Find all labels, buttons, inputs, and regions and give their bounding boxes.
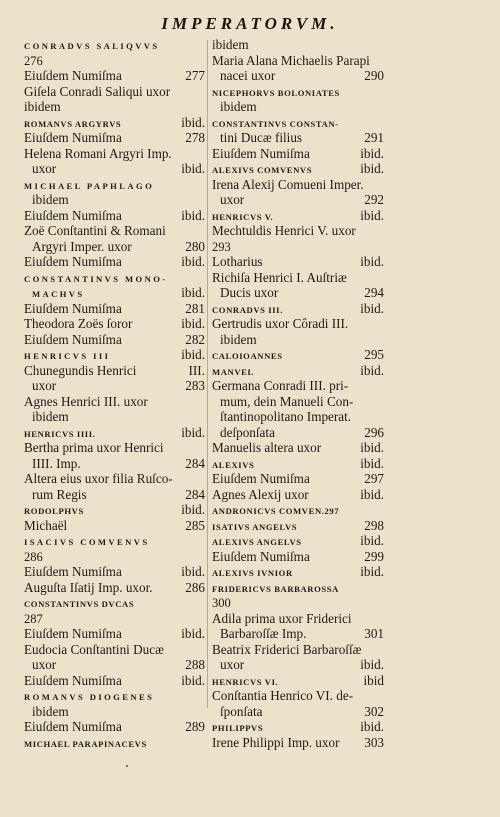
entry-text: Eiuſdem Numiſma <box>212 145 310 161</box>
entry-text: Barbaroſſæ Imp. <box>220 626 307 641</box>
entry-text: uxor <box>32 378 57 393</box>
entry-text: Theodora Zoës ſoror <box>24 316 133 331</box>
page-reference: 302 <box>364 703 384 719</box>
index-entry <box>24 192 205 208</box>
index-entry <box>212 99 384 115</box>
index-entry <box>24 533 205 549</box>
page-reference: ibid. <box>181 207 205 223</box>
index-entry <box>24 208 205 224</box>
entry-text: 287 <box>24 611 43 626</box>
entry-text: ſtantinopolitano Imperat. <box>220 409 352 424</box>
page-reference: 291 <box>364 130 384 145</box>
index-entry <box>24 502 205 518</box>
entry-text: Bertha prima uxor Henrici <box>24 440 164 455</box>
index-entry <box>212 657 384 673</box>
entry-text: ROMANVS DIOGENES <box>24 692 155 702</box>
index-entry <box>212 223 384 239</box>
index-entry <box>24 595 205 611</box>
page-reference: ibid. <box>360 564 384 579</box>
entry-text: ALEXIVS IVNIOR <box>212 568 293 578</box>
index-entry <box>212 580 384 596</box>
index-entry <box>24 626 205 642</box>
entry-text: HENRICVS V. <box>212 211 274 222</box>
index-entry <box>24 719 205 735</box>
entry-text: Eiuſdem Numiſma <box>24 130 122 145</box>
left-index-column <box>24 37 205 750</box>
page-reference: 285 <box>185 517 205 533</box>
index-entry <box>212 425 384 441</box>
entry-text: uxor <box>32 161 57 176</box>
entry-text: Eiuſdem Numiſma <box>212 471 310 486</box>
index-entry <box>212 719 384 735</box>
entry-text: ibidem <box>32 409 69 424</box>
entry-text: CONSTANTINVS MONO- <box>24 273 168 284</box>
page-reference: 299 <box>364 548 384 564</box>
index-entry <box>212 533 384 549</box>
page-reference: ibid. <box>181 564 205 579</box>
page-reference: 290 <box>364 68 384 83</box>
entry-text: Eiuſdem Numiſma <box>24 564 122 579</box>
entry-text: Agnes Alexij uxor <box>212 486 309 502</box>
index-entry <box>24 673 205 689</box>
entry-text: HENRICVS VI. <box>212 676 279 687</box>
index-entry <box>24 285 205 301</box>
page-reference: ibid. <box>181 626 205 641</box>
index-entry <box>24 394 205 410</box>
index-entry <box>24 239 205 255</box>
entry-text: ibidem <box>24 99 61 114</box>
page-reference: ibid. <box>181 347 205 362</box>
index-entry <box>24 161 205 177</box>
index-entry <box>24 130 205 146</box>
page-reference: ibid. <box>181 254 205 269</box>
page-reference: ibid. <box>360 145 384 161</box>
page-reference: 303 <box>364 734 384 750</box>
page-reference: ibid. <box>360 486 384 502</box>
index-entry <box>24 84 205 100</box>
entry-text: Ducis uxor <box>220 285 279 300</box>
entry-text: Irene Philippi Imp. uxor <box>212 734 340 750</box>
entry-text: HENRICVS III <box>24 351 111 361</box>
page-reference: 298 <box>364 517 384 533</box>
entry-text: deſponſata <box>220 424 275 440</box>
entry-text: Eiuſdem Numiſma <box>212 548 310 564</box>
page-reference: ibid. <box>360 440 384 455</box>
index-entry <box>212 394 384 410</box>
entry-text: Argyri Imper. uxor <box>32 238 132 254</box>
entry-text: ibidem <box>32 192 69 207</box>
entry-text: ALEXIVS ANGELVS <box>212 537 302 547</box>
page-reference: 296 <box>364 424 384 440</box>
entry-text: MICHAEL PAPHLAGO <box>24 180 155 191</box>
page-reference: 284 <box>185 486 205 502</box>
entry-text: Manuelis altera uxor <box>212 440 322 455</box>
page-reference: ibid. <box>360 207 384 223</box>
index-entry <box>212 115 384 131</box>
index-entry <box>212 239 384 255</box>
index-entry <box>212 208 384 224</box>
page-reference: 280 <box>185 238 205 254</box>
index-entry <box>24 301 205 317</box>
index-entry <box>212 37 384 53</box>
page-reference: 283 <box>185 378 205 393</box>
index-entry <box>24 409 205 425</box>
entry-text: Germana Conradi III. pri- <box>212 378 349 393</box>
index-entry <box>24 146 205 162</box>
index-entry <box>24 564 205 580</box>
page-reference: III. <box>188 362 205 378</box>
entry-text: Michaël <box>24 517 68 533</box>
page-reference: ibid. <box>181 672 205 688</box>
index-entry <box>212 84 384 100</box>
index-entry <box>24 611 205 627</box>
index-entry <box>24 440 205 456</box>
index-entry <box>212 487 384 503</box>
index-entry <box>212 595 384 611</box>
entry-text: Eiuſdem Numiſma <box>24 68 122 83</box>
index-entry <box>24 471 205 487</box>
entry-text: PHILIPPVS <box>212 723 264 733</box>
page-reference: ibid. <box>181 424 205 440</box>
entry-text: uxor <box>220 192 245 207</box>
entry-text: 286 <box>24 549 43 564</box>
entry-text: 293 <box>212 239 231 254</box>
page-reference: 288 <box>185 657 205 672</box>
entry-text: Lotharius <box>212 254 263 269</box>
entry-text: Eiuſdem Numiſma <box>24 672 122 688</box>
index-entry <box>212 363 384 379</box>
entry-text: ROMANVS ARGYRVS <box>24 118 122 129</box>
page-reference: 278 <box>185 130 205 145</box>
entry-text: Helena Romani Argyri Imp. <box>24 145 172 161</box>
entry-text: NICEPHORVS BOLONIATES <box>212 87 340 98</box>
index-entry <box>212 704 384 720</box>
page-reference: ibid. <box>181 285 205 300</box>
index-entry <box>24 704 205 720</box>
entry-text: Zoë Conſtantini & Romani <box>24 223 166 238</box>
index-entry <box>212 626 384 642</box>
page-reference: 301 <box>364 626 384 641</box>
entry-text: Mechtuldis Henrici V. uxor <box>212 223 356 238</box>
page-reference: 295 <box>364 347 384 362</box>
entry-text: Altera eius uxor filia Ruſco- <box>24 471 173 486</box>
entry-text: CONRADVS SALIQVVS <box>24 41 160 51</box>
index-entry <box>24 99 205 115</box>
index-entry <box>212 611 384 627</box>
entry-text: ibidem <box>32 703 69 719</box>
entry-text: rum Regis <box>32 486 87 502</box>
index-entry <box>24 177 205 193</box>
index-entry <box>24 332 205 348</box>
entry-text: CONRADVS III. <box>212 304 283 315</box>
entry-text: 300 <box>212 596 231 610</box>
index-entry <box>212 254 384 270</box>
page-reference: ibid. <box>360 455 384 471</box>
index-entry <box>212 161 384 177</box>
page-reference: 284 <box>185 455 205 471</box>
index-entry <box>212 347 384 363</box>
right-index-column <box>212 37 384 750</box>
entry-text: ISATIVS ANGELVS <box>212 521 298 532</box>
entry-text: 276 <box>24 53 43 68</box>
page-reference: 286 <box>185 579 205 595</box>
entry-text: tini Ducæ filius <box>220 130 303 145</box>
index-entry <box>212 688 384 704</box>
index-entry <box>24 115 205 131</box>
entry-text: Adila prima uxor Friderici <box>212 610 352 626</box>
index-entry <box>24 363 205 379</box>
entry-text: CONSTANTINVS DVCAS <box>24 599 135 609</box>
entry-text: HENRICVS IIII. <box>24 428 96 439</box>
index-entry <box>24 549 205 565</box>
entry-text: nacei uxor <box>220 68 276 83</box>
entry-text: Eiuſdem Numiſma <box>24 719 122 734</box>
index-entry <box>24 270 205 286</box>
entry-text: RODOLPHVS <box>24 506 84 516</box>
index-entry <box>24 223 205 239</box>
entry-text: CALOIOANNES <box>212 351 283 361</box>
column-divider <box>207 40 208 708</box>
index-entry <box>24 37 205 53</box>
entry-text: Eiuſdem Numiſma <box>24 626 122 641</box>
index-entry <box>212 549 384 565</box>
index-entry <box>24 657 205 673</box>
index-entry <box>212 130 384 146</box>
entry-text: Eudocia Conſtantini Ducæ <box>24 641 164 657</box>
entry-text: MANVEL <box>212 366 254 377</box>
entry-text: CONSTANTINVS CONSTAN- <box>212 118 339 129</box>
entry-text: MICHAEL PARAPINACEVS <box>24 738 147 749</box>
index-entry <box>212 735 384 751</box>
entry-text: ibidem <box>220 331 257 347</box>
index-entry <box>212 378 384 394</box>
index-entry <box>24 735 205 751</box>
entry-text: Conſtantia Henrico VI. de- <box>212 688 354 703</box>
entry-text: Eiuſdem Numiſma <box>24 254 122 269</box>
entry-text: ANDRONICVS COMVEN.297 <box>212 506 340 516</box>
entry-text: MACHVS <box>32 289 85 299</box>
entry-text: Eiuſdem Numiſma <box>24 300 122 316</box>
index-entry <box>24 425 205 441</box>
index-entry <box>212 332 384 348</box>
index-entry <box>24 642 205 658</box>
page-reference: ibid. <box>181 316 205 331</box>
index-entry <box>24 688 205 704</box>
index-entry <box>24 456 205 472</box>
entry-text: ISACIVS COMVENVS <box>24 537 150 547</box>
index-entry <box>24 347 205 363</box>
entry-text: FRIDERICVS BARBAROSSA <box>212 583 339 594</box>
ink-speck <box>126 765 128 767</box>
page-reference: 297 <box>364 471 384 486</box>
page-reference: ibid. <box>181 502 205 517</box>
index-entry <box>212 301 384 317</box>
page-reference: ibid. <box>360 533 384 548</box>
entry-text: ALEXIVS COMVENVS <box>212 165 313 175</box>
index-entry <box>212 518 384 534</box>
index-entry <box>212 440 384 456</box>
entry-text: Irena Alexij Comueni Imper. <box>212 176 364 192</box>
index-entry <box>24 68 205 84</box>
entry-text: uxor <box>32 657 57 672</box>
index-entry <box>212 471 384 487</box>
entry-text: Agnes Henrici III. uxor <box>24 393 148 409</box>
index-entry <box>24 378 205 394</box>
entry-text: Giſela Conradi Saliqui uxor <box>24 83 171 99</box>
entry-text: Auguſta Iſatij Imp. uxor. <box>24 579 153 595</box>
index-entry <box>212 53 384 69</box>
index-entry <box>24 254 205 270</box>
entry-text: mum, dein Manueli Con- <box>220 393 354 409</box>
entry-text: Gertrudis uxor Côradi III. <box>212 316 349 331</box>
entry-text: uxor <box>220 657 245 672</box>
entry-text: Beatrix Friderici Barbaroſſæ <box>212 641 362 657</box>
index-entry <box>212 673 384 689</box>
index-entry <box>212 502 384 518</box>
entry-text: ſponſata <box>220 703 263 719</box>
index-entry <box>212 177 384 193</box>
index-entry <box>212 456 384 472</box>
entry-text: Richiſa Henrici I. Auſtriæ <box>212 269 347 285</box>
page-reference: ibid. <box>360 719 384 734</box>
index-entry <box>24 518 205 534</box>
entry-text: ibidem <box>220 99 257 114</box>
page-reference: 292 <box>364 192 384 207</box>
index-entry <box>24 580 205 596</box>
page-reference: ibid. <box>360 161 384 176</box>
page-reference: 281 <box>185 300 205 316</box>
page-reference: ibid. <box>181 161 205 176</box>
entry-text: Eiuſdem Numiſma <box>24 331 122 347</box>
entry-text: ALEXIVS <box>212 459 255 470</box>
entry-text: Maria Alana Michaelis Parapi <box>212 52 370 68</box>
page-reference: 282 <box>185 331 205 347</box>
page-reference: 289 <box>185 719 205 734</box>
index-entry <box>212 270 384 286</box>
index-entry <box>24 53 205 69</box>
page-reference: ibid. <box>360 362 384 378</box>
page-reference: 294 <box>364 285 384 300</box>
index-entry <box>212 192 384 208</box>
index-entry <box>212 316 384 332</box>
entry-text: Eiuſdem Numiſma <box>24 207 122 223</box>
index-entry <box>212 642 384 658</box>
running-header: IMPERATORVM. <box>161 14 339 33</box>
entry-text: Chunegundis Henrici <box>24 362 137 378</box>
page-reference: ibid. <box>360 300 384 316</box>
entry-text: ibidem <box>212 37 249 52</box>
page-reference: ibid. <box>360 254 384 269</box>
page-reference: 277 <box>185 68 205 83</box>
index-entry <box>24 316 205 332</box>
index-entry <box>212 146 384 162</box>
index-entry <box>212 285 384 301</box>
index-entry <box>24 487 205 503</box>
page-reference: ibid <box>363 672 384 688</box>
page-reference: ibid. <box>360 657 384 672</box>
entry-text: IIII. Imp. <box>32 455 81 471</box>
index-entry <box>212 564 384 580</box>
page-reference: ibid. <box>181 114 205 130</box>
index-entry <box>212 68 384 84</box>
index-entry <box>212 409 384 425</box>
